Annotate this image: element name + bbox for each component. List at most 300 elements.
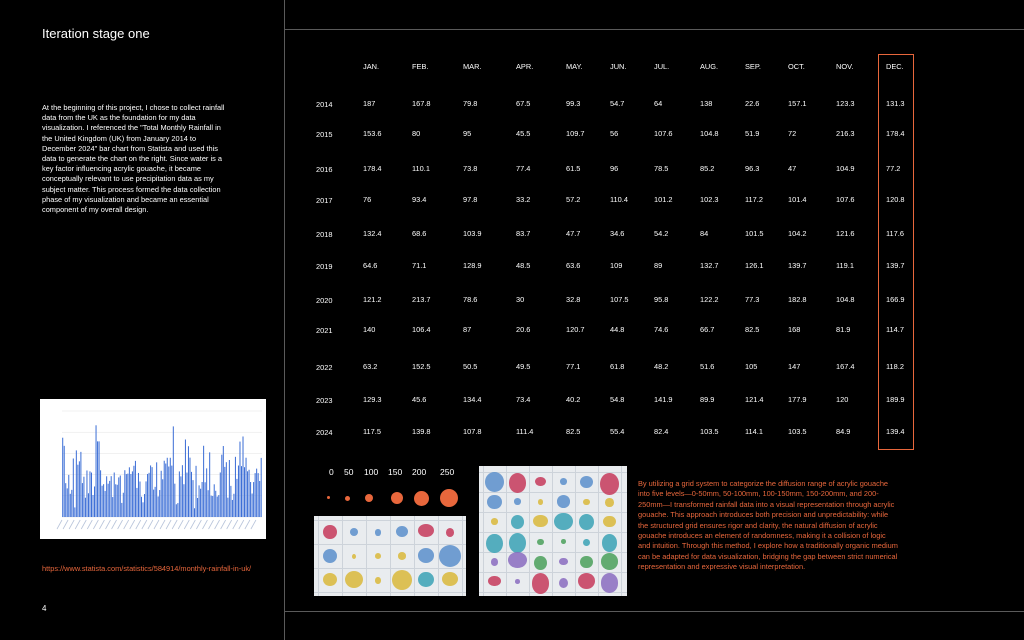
bar: [241, 466, 242, 517]
bar: [180, 476, 181, 517]
x-tick-label-mark: [202, 520, 207, 529]
paint-blob: [491, 558, 498, 565]
bar: [147, 474, 148, 517]
bar: [211, 496, 212, 517]
bar: [239, 442, 240, 517]
table-cell: 54.2: [654, 229, 669, 238]
table-cell: 22.6: [745, 99, 760, 108]
year-label: 2024: [316, 428, 333, 437]
table-cell: 109.7: [566, 129, 585, 138]
table-cell: 107.8: [463, 427, 482, 436]
month-header: FEB.: [412, 62, 429, 71]
paint-blob: [418, 572, 434, 587]
table-cell: 177.9: [788, 395, 807, 404]
table-cell: 139.7: [788, 261, 807, 270]
x-tick-label-mark: [148, 520, 153, 529]
table-cell: 120.7: [566, 325, 585, 334]
bar: [247, 471, 248, 517]
paint-blob: [601, 553, 618, 569]
table-cell: 66.7: [700, 325, 715, 334]
paint-blob: [603, 516, 615, 528]
paint-blob: [580, 556, 593, 569]
bar: [233, 494, 234, 517]
bar: [82, 483, 83, 517]
bar: [152, 467, 153, 517]
table-cell: 47: [788, 164, 797, 173]
bar: [105, 491, 106, 517]
bar: [167, 458, 168, 517]
table-cell: 101.2: [654, 195, 673, 204]
x-tick-label-mark: [196, 520, 201, 529]
bar: [106, 476, 107, 517]
bar: [217, 497, 218, 517]
bar: [112, 497, 113, 517]
table-cell: 121.6: [836, 229, 855, 238]
x-tick-label-mark: [251, 520, 256, 529]
legend-label: 250: [440, 467, 455, 477]
legend-dot: [440, 489, 458, 507]
bar: [215, 491, 216, 517]
top-divider: [285, 29, 1024, 30]
table-cell: 71.1: [412, 261, 427, 270]
table-cell: 121.4: [745, 395, 764, 404]
bar: [164, 461, 165, 517]
bar: [189, 458, 190, 517]
table-cell: 107.6: [836, 195, 855, 204]
table-cell: 56: [610, 129, 619, 138]
month-header: DEC.: [886, 62, 904, 71]
table-cell: 49.5: [516, 362, 531, 371]
paint-blob: [323, 525, 336, 539]
paint-blob: [557, 495, 570, 508]
table-cell: 82.5: [745, 325, 760, 334]
table-cell: 110.4: [610, 195, 628, 204]
bar: [67, 488, 68, 517]
month-header: JUL.: [654, 62, 670, 71]
table-cell: 99.3: [566, 99, 581, 108]
x-tick-label-mark: [75, 520, 80, 529]
table-cell: 78.6: [463, 295, 478, 304]
bar: [76, 450, 77, 517]
paint-blob: [583, 539, 590, 546]
page-title: Iteration stage one: [42, 26, 150, 41]
year-label: 2015: [316, 130, 333, 139]
bar: [126, 474, 127, 517]
bar: [220, 472, 221, 517]
bar: [85, 498, 86, 517]
paint-blob: [559, 578, 568, 588]
x-tick-label-mark: [81, 520, 86, 529]
bar: [249, 470, 250, 517]
table-cell: 104.8: [836, 295, 855, 304]
bar: [120, 476, 121, 517]
table-cell: 30: [516, 295, 525, 304]
bar: [168, 467, 169, 517]
x-tick-label-mark: [130, 520, 135, 529]
x-tick-label-mark: [160, 520, 165, 529]
x-tick-label-mark: [190, 520, 195, 529]
paint-blob: [583, 499, 590, 506]
table-cell: 57.2: [566, 195, 581, 204]
bar: [150, 465, 151, 517]
table-cell: 45.5: [516, 129, 531, 138]
paint-blob: [509, 473, 526, 492]
table-cell: 61.8: [610, 362, 625, 371]
table-cell: 103.5: [700, 427, 719, 436]
table-cell: 54.8: [610, 395, 625, 404]
bar: [108, 484, 109, 517]
table-cell: 139.8: [412, 427, 431, 436]
x-tick-label-mark: [184, 520, 189, 529]
paint-blob: [534, 556, 547, 570]
bar: [100, 470, 101, 517]
bar: [226, 462, 227, 517]
bar: [250, 482, 251, 517]
table-cell: 63.2: [363, 362, 378, 371]
bar: [121, 503, 122, 517]
paint-blob: [561, 539, 567, 544]
table-cell: 106.4: [412, 325, 431, 334]
bar: [165, 464, 166, 517]
statista-bar-chart: [40, 399, 266, 539]
table-cell: 67.5: [516, 99, 531, 108]
paint-blob: [418, 548, 435, 563]
bar: [89, 471, 90, 517]
table-cell: 84: [700, 229, 709, 238]
bottom-divider: [285, 611, 1024, 612]
x-tick-label-mark: [87, 520, 92, 529]
table-cell: 147: [788, 362, 801, 371]
table-cell: 132.7: [700, 261, 719, 270]
bar: [232, 500, 233, 517]
bar: [103, 484, 104, 517]
bar: [161, 471, 162, 517]
table-cell: 152.5: [412, 362, 431, 371]
bar: [235, 457, 236, 517]
bar: [132, 471, 133, 517]
table-cell: 33.2: [516, 195, 531, 204]
bar: [114, 473, 115, 517]
bar: [223, 446, 224, 517]
x-tick-label-mark: [93, 520, 98, 529]
paint-blob: [515, 579, 520, 584]
table-cell: 138: [700, 99, 713, 108]
bar: [174, 484, 175, 517]
table-cell: 139.7: [886, 261, 905, 270]
paint-blob: [560, 478, 567, 485]
bar: [200, 489, 201, 517]
bar: [96, 425, 97, 517]
table-cell: 110.1: [412, 164, 430, 173]
bar: [214, 484, 215, 517]
bar: [246, 458, 247, 517]
table-cell: 77.1: [566, 362, 581, 371]
paint-blob: [514, 498, 522, 505]
table-cell: 122.2: [700, 295, 719, 304]
bar: [259, 481, 260, 517]
december-highlight: [878, 54, 914, 450]
bar: [65, 483, 66, 517]
bar: [91, 473, 92, 517]
x-tick-label-mark: [99, 520, 104, 529]
bar: [202, 482, 203, 517]
paint-blob: [392, 570, 413, 591]
year-label: 2018: [316, 230, 333, 239]
bar: [205, 482, 206, 517]
table-cell: 166.9: [886, 295, 905, 304]
table-cell: 47.7: [566, 229, 581, 238]
bar: [94, 486, 95, 517]
x-tick-label-mark: [221, 520, 226, 529]
bar: [143, 502, 144, 517]
bar: [218, 495, 219, 517]
table-cell: 93.4: [412, 195, 427, 204]
paint-blob: [323, 549, 338, 564]
bar: [177, 503, 178, 517]
paint-blob: [487, 495, 501, 509]
bar: [70, 494, 71, 517]
x-tick-label-mark: [227, 520, 232, 529]
legend-label: 50: [344, 467, 354, 477]
legend-label: 100: [364, 467, 379, 477]
x-tick-label-mark: [245, 520, 250, 529]
bar: [88, 493, 89, 517]
paint-blob: [537, 539, 543, 545]
bar: [73, 458, 74, 517]
bar: [79, 461, 80, 517]
legend-label: 150: [388, 467, 403, 477]
table-cell: 103.9: [463, 229, 482, 238]
table-cell: 121.2: [363, 295, 382, 304]
table-cell: 119.1: [836, 261, 854, 270]
table-cell: 101.4: [788, 195, 807, 204]
bar: [153, 490, 154, 517]
table-cell: 117.6: [886, 229, 904, 238]
bar: [188, 446, 189, 517]
bar: [230, 486, 231, 517]
bar: [252, 494, 253, 517]
x-tick-label-mark: [63, 520, 68, 529]
table-cell: 85.2: [700, 164, 715, 173]
bar: [68, 475, 69, 517]
table-cell: 123.3: [836, 99, 855, 108]
table-cell: 20.6: [516, 325, 531, 334]
table-cell: 118.2: [886, 362, 904, 371]
table-cell: 96.3: [745, 164, 760, 173]
table-cell: 64.6: [363, 261, 378, 270]
paint-blob: [446, 528, 455, 537]
bar: [224, 467, 225, 517]
paint-blob: [345, 571, 364, 589]
year-label: 2016: [316, 165, 333, 174]
x-tick-label-mark: [215, 520, 220, 529]
paint-blob: [535, 477, 546, 487]
paint-blob: [375, 577, 381, 583]
table-cell: 114.1: [745, 427, 763, 436]
x-tick-label-mark: [136, 520, 141, 529]
bar: [176, 504, 177, 517]
paint-blob: [375, 553, 381, 559]
paint-blob: [350, 528, 359, 536]
gouache-photo-large: [479, 466, 627, 596]
bar: [71, 490, 72, 517]
bar: [212, 496, 213, 517]
paint-blob: [398, 552, 406, 559]
year-label: 2022: [316, 363, 333, 372]
table-cell: 89.9: [700, 395, 715, 404]
x-tick-label-mark: [172, 520, 177, 529]
table-cell: 95: [463, 129, 472, 138]
legend-dot: [414, 491, 429, 506]
x-tick-label-mark: [209, 520, 214, 529]
table-cell: 72: [788, 129, 797, 138]
legend-dot: [391, 492, 403, 504]
bar: [93, 495, 94, 517]
table-cell: 87: [463, 325, 472, 334]
month-header: NOV.: [836, 62, 854, 71]
legend-dot: [327, 496, 330, 499]
table-cell: 81.9: [836, 325, 851, 334]
table-cell: 82.4: [654, 427, 669, 436]
table-cell: 45.6: [412, 395, 427, 404]
table-cell: 141.9: [654, 395, 673, 404]
table-cell: 74.6: [654, 325, 669, 334]
bar: [124, 470, 125, 517]
source-link[interactable]: https://www.statista.com/statistics/584914/monthly-rainfall-in-uk/: [42, 564, 252, 573]
bar: [238, 466, 239, 517]
table-cell: 51.9: [745, 129, 760, 138]
table-cell: 104.9: [836, 164, 855, 173]
paint-blob: [580, 476, 593, 488]
table-cell: 109: [610, 261, 623, 270]
x-tick-label-mark: [105, 520, 110, 529]
bar: [155, 487, 156, 517]
table-cell: 117.2: [745, 195, 763, 204]
bar: [99, 441, 100, 517]
method-description: By utilizing a grid system to categorize the diffusion range of acrylic gouache into five levels—0-50mm, 50-100mm, 100-150mm, 150-200mm, and 200-250mm—I transformed rainfall data into a visual representation through acrylic gouache. This approach introduces both precision and unpredictability: while the structured grid ensures rigor and clarity, the natural diffusion of acrylic gouache introduces an element of randomness, making it a collision of logic and intuition. Through this method, I explore how a traditionally organic medium can be adapted for data visualization, bridging the gap between strict numerical representation and expressive visual interpretation.: [638, 479, 898, 572]
paint-blob: [323, 573, 338, 587]
year-label: 2023: [316, 396, 333, 405]
x-tick-label-mark: [124, 520, 129, 529]
bar: [170, 458, 171, 517]
bar: [86, 470, 87, 517]
table-cell: 131.3: [886, 99, 905, 108]
table-cell: 132.4: [363, 229, 382, 238]
bar: [62, 438, 63, 517]
bar: [127, 474, 128, 517]
bar: [243, 436, 244, 517]
bar: [109, 481, 110, 517]
paint-blob: [532, 573, 550, 594]
bar: [80, 452, 81, 517]
bar: [227, 498, 228, 517]
bar: [74, 507, 75, 517]
paint-blob: [605, 498, 613, 507]
bar: [221, 455, 222, 517]
paint-blob: [375, 529, 381, 535]
bar: [64, 446, 65, 517]
vertical-divider: [284, 0, 285, 640]
bar: [158, 496, 159, 517]
bar: [133, 466, 134, 517]
table-cell: 48.5: [516, 261, 531, 270]
bar: [194, 508, 195, 517]
table-cell: 134.4: [463, 395, 482, 404]
table-cell: 73.4: [516, 395, 531, 404]
table-cell: 104.8: [700, 129, 719, 138]
table-cell: 48.2: [654, 362, 669, 371]
table-cell: 63.6: [566, 261, 581, 270]
bar: [156, 462, 157, 517]
legend-label: 0: [329, 467, 334, 477]
paint-blob: [600, 473, 618, 495]
table-cell: 117.5: [363, 427, 381, 436]
table-cell: 96: [610, 164, 619, 173]
table-cell: 34.6: [610, 229, 625, 238]
table-cell: 153.6: [363, 129, 382, 138]
table-cell: 168: [788, 325, 801, 334]
bar: [159, 490, 160, 517]
table-cell: 167.8: [412, 99, 431, 108]
table-cell: 61.5: [566, 164, 581, 173]
paint-blob: [439, 545, 462, 567]
bar: [236, 479, 237, 517]
gouache-photo-small: [314, 516, 466, 596]
paint-blob: [486, 534, 502, 553]
bar: [244, 467, 245, 517]
table-cell: 95.8: [654, 295, 669, 304]
table-cell: 89: [654, 261, 663, 270]
table-cell: 51.6: [700, 362, 715, 371]
month-header: SEP.: [745, 62, 761, 71]
month-header: MAR.: [463, 62, 482, 71]
x-tick-label-mark: [154, 520, 159, 529]
bar: [130, 474, 131, 517]
table-cell: 189.9: [886, 395, 905, 404]
bar: [129, 467, 130, 517]
table-cell: 32.8: [566, 295, 581, 304]
table-cell: 128.9: [463, 261, 482, 270]
legend-dot: [345, 496, 350, 501]
table-cell: 111.4: [516, 427, 534, 436]
bar: [135, 461, 136, 517]
bar: [206, 468, 207, 517]
bar: [261, 458, 262, 517]
bar: [117, 485, 118, 517]
bar: [149, 473, 150, 517]
bar: [118, 477, 119, 517]
bar: [193, 480, 194, 517]
table-cell: 157.1: [788, 99, 807, 108]
paint-blob: [554, 513, 572, 530]
bar: [138, 473, 139, 517]
month-header: APR.: [516, 62, 534, 71]
bar: [115, 484, 116, 517]
table-cell: 178.4: [886, 129, 905, 138]
table-cell: 77.2: [886, 164, 901, 173]
paint-blob: [533, 515, 547, 527]
table-cell: 44.8: [610, 325, 625, 334]
paint-blob: [559, 558, 567, 565]
table-cell: 114.7: [886, 325, 904, 334]
paint-blob: [396, 526, 408, 537]
month-header: JAN.: [363, 62, 380, 71]
table-cell: 120.8: [886, 195, 905, 204]
bar: [171, 466, 172, 517]
table-cell: 97.8: [463, 195, 478, 204]
table-cell: 55.4: [610, 427, 625, 436]
bar: [141, 497, 142, 517]
